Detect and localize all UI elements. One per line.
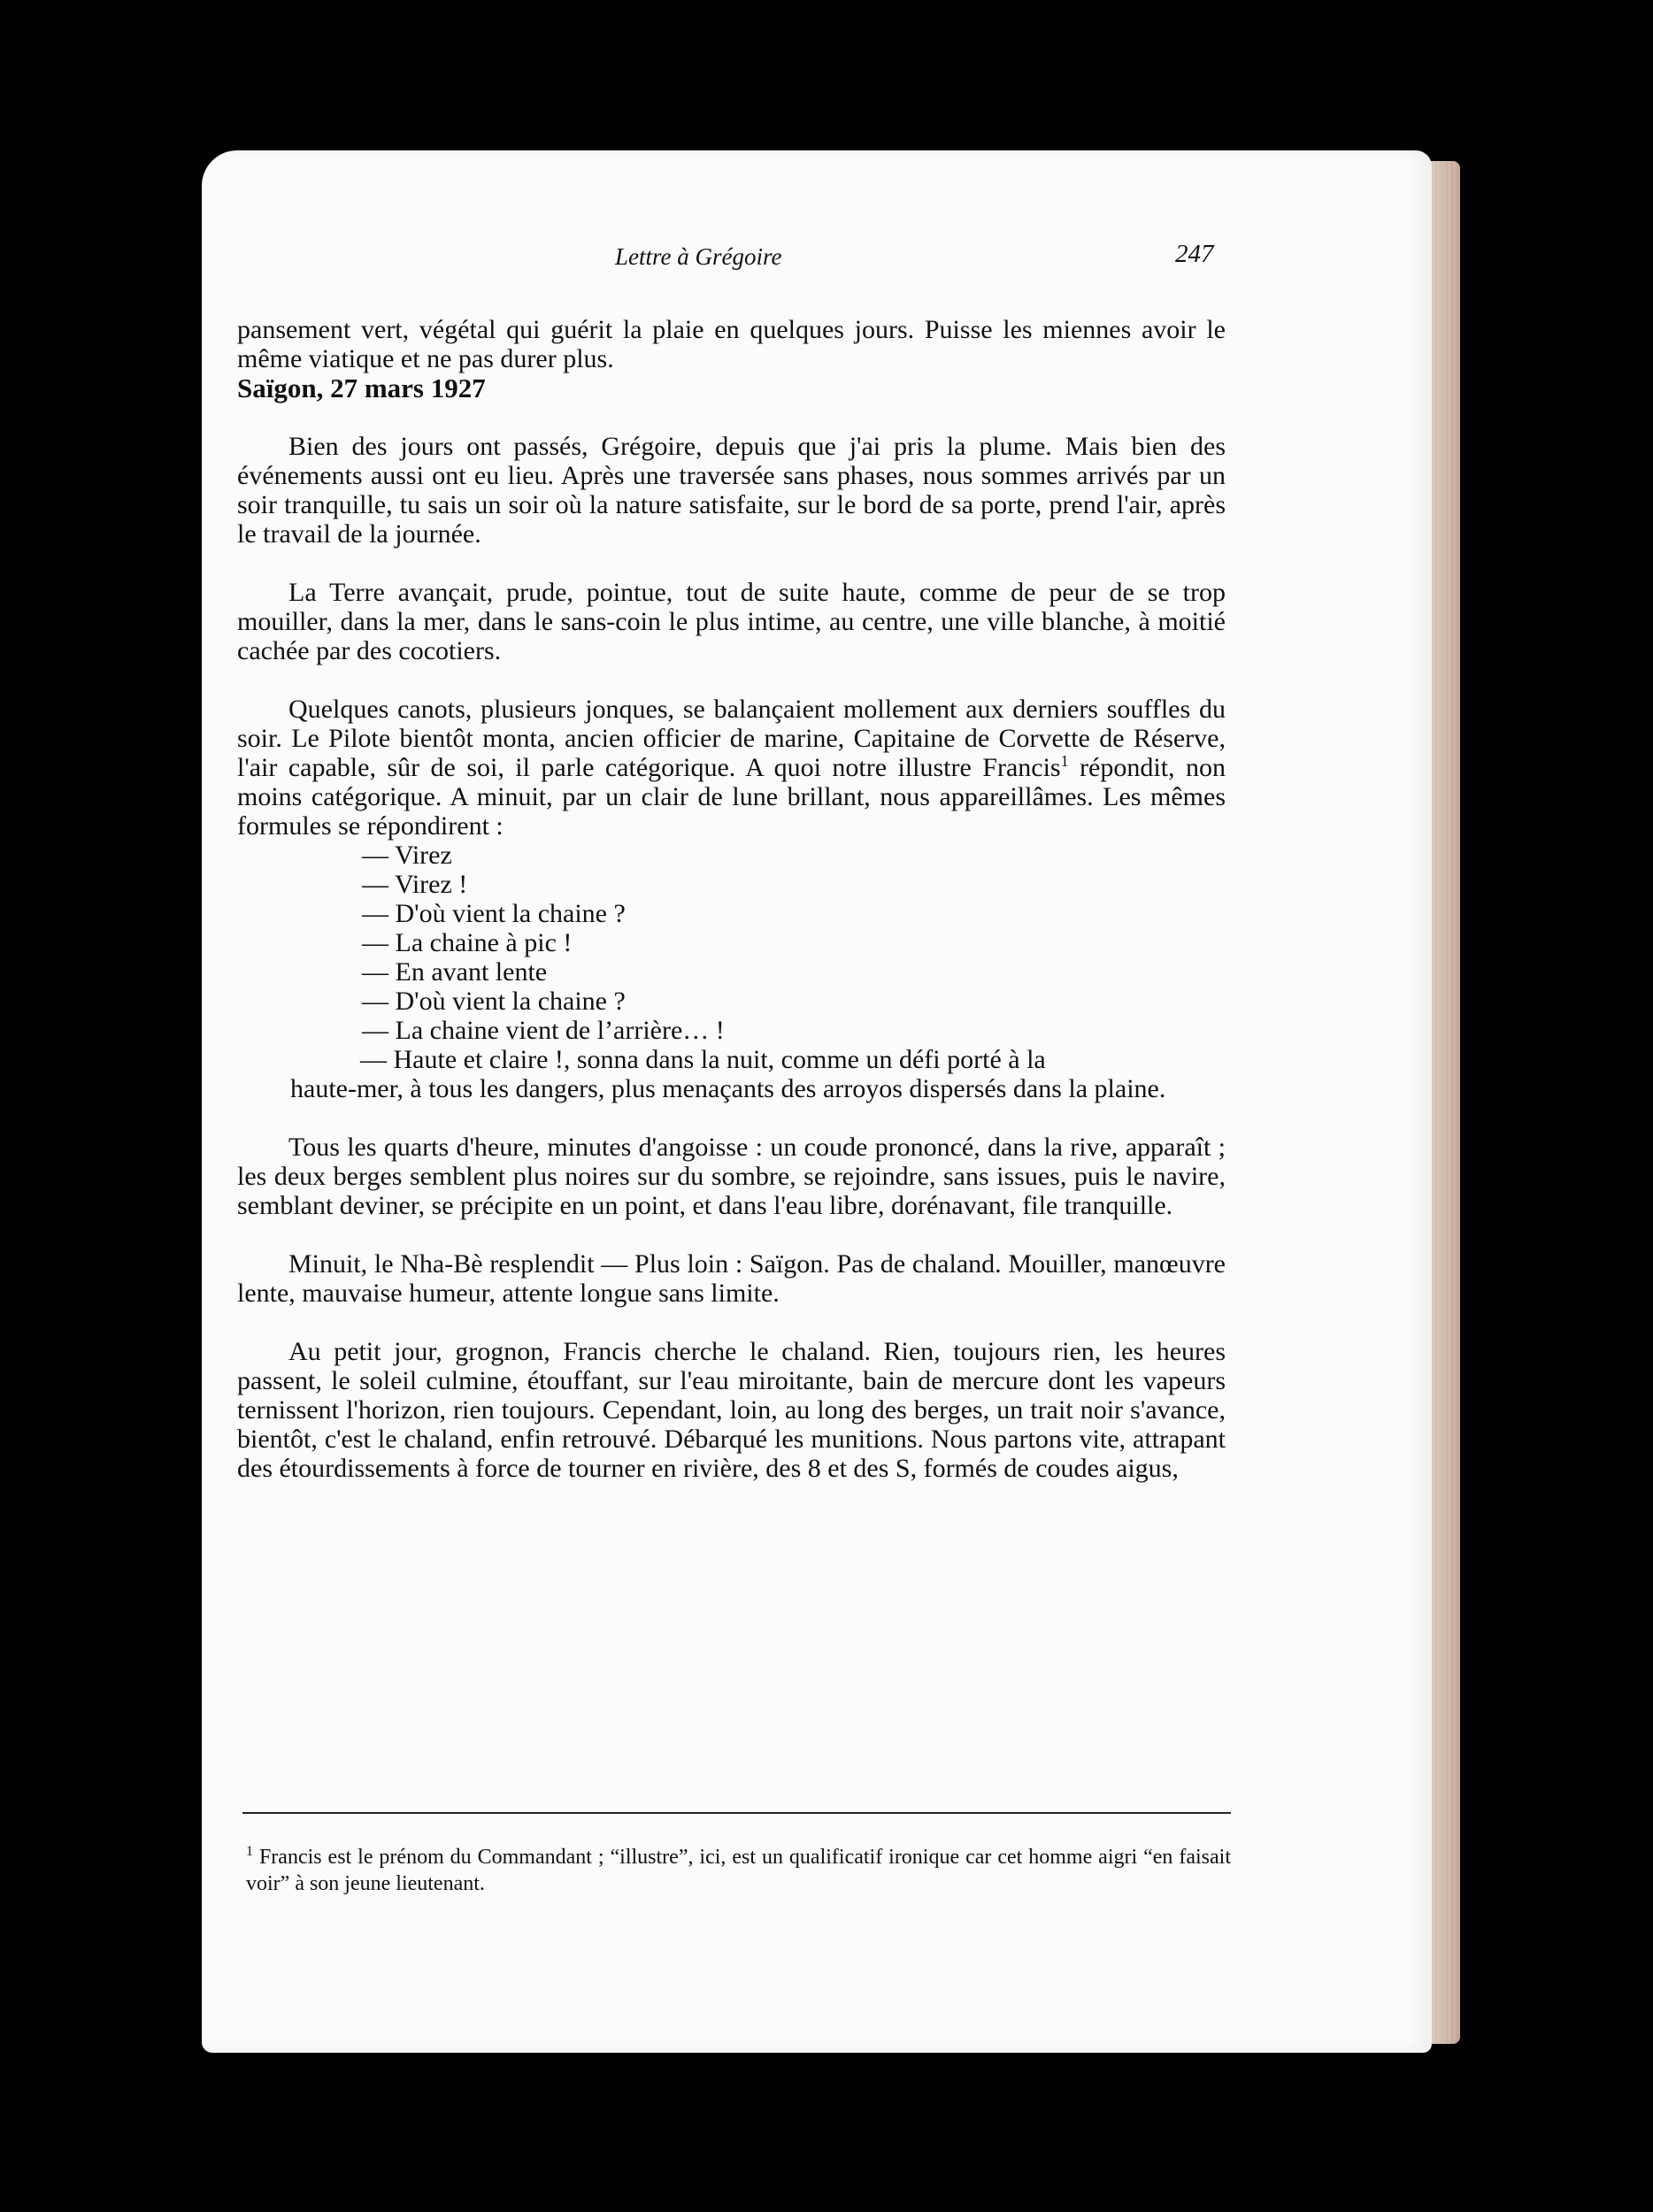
paragraph-text: Quelques canots, plusieurs jonques, se balançaient mollement aux derniers souffles du soir. Le Pilote bientôt monta, ancien officier de marine, Capitaine de Corvette de Réserve, l'air capable, sûr de soi, il parle catégorique. A quoi notre illustre Francis	[237, 695, 1226, 782]
paragraph-text: répondit, non moins catégorique. A minuit, par un clair de lune brillant, nous appareillâmes. Les mêmes formules se répondirent :	[237, 753, 1226, 841]
dialogue-line: — Haute et claire !, sonna dans la nuit, comme un défi porté à la	[360, 1045, 1046, 1074]
dialogue-line: — Virez	[362, 841, 452, 870]
page-header	[0, 240, 1653, 279]
paragraph: Tous les quarts d'heure, minutes d'angoisse : un coude prononcé, dans la rive, apparaît ; les deux berges semblent plus noires sur du sombre, se rejoindre, sans issues, puis le navire, semblant deviner, se précipite en un point, et dans l'eau libre, dorénavant, file tranquille.	[237, 1133, 1226, 1220]
footnote-rule	[242, 1812, 1231, 1814]
dialogue-block	[237, 841, 1226, 1074]
paragraph: La Terre avançait, prude, pointue, tout de suite haute, comme de peur de se trop mouiller, dans la mer, dans le sans-coin le plus intime, au centre, une ville blanche, à moitié cachée par des cocotiers.	[237, 578, 1226, 665]
paragraph: Au petit jour, grognon, Francis cherche le chaland. Rien, toujours rien, les heures passent, le soleil culmine, étouffant, sur l'eau miroitante, bain de mercure dont les vapeurs ternissent l'horizon, rien toujours. Cependant, loin, au long des berges, un trait noir s'avance, bientôt, c'est le chaland, enfin retrouvé. Débarqué les munitions. Nous partons vite, attrapant des étourdissements à force de tourner en rivière, des 8 et des S, formés de coudes aigus,	[237, 1337, 1226, 1483]
running-title: Lettre à Grégoire	[615, 243, 782, 270]
paragraph-continuation: pansement vert, végétal qui guérit la plaie en quelques jours. Puisse les miennes avoir le même viatique et ne pas durer plus.	[237, 315, 1226, 373]
dialogue-line: — Virez !	[362, 870, 468, 899]
footnote	[246, 1844, 1231, 1897]
dialogue-line: — D'où vient la chaine ?	[362, 987, 626, 1016]
footnote-reference: 1	[1060, 752, 1069, 770]
section-heading: Saïgon, 27 mars 1927	[237, 373, 486, 403]
dialogue-line: — La chaine vient de l’arrière… !	[362, 1016, 725, 1045]
footnote-marker: 1	[246, 1844, 253, 1859]
dialogue-line: — La chaine à pic !	[362, 928, 573, 957]
dialogue-line: — En avant lente	[362, 957, 548, 987]
paragraph: Bien des jours ont passés, Grégoire, depuis que j'ai pris la plume. Mais bien des événements aussi ont eu lieu. Après une traversée sans phases, nous sommes arrivés par un soir tranquille, tu sais un soir où la nature satisfaite, sur le bord de sa porte, prend l'air, après le travail de la journée.	[237, 432, 1226, 549]
paragraph: Minuit, le Nha-Bè resplendit — Plus loin : Saïgon. Pas de chaland. Mouiller, manœuvre lente, mauvaise humeur, attente longue sans limite.	[237, 1249, 1226, 1308]
dialogue-line: — D'où vient la chaine ?	[362, 899, 626, 928]
body-text	[237, 315, 1226, 1483]
paragraph	[237, 695, 1226, 841]
footnote-text: Francis est le prénom du Commandant ; “illustre”, ici, est un qualificatif ironique car cet homme aigri “en faisait voir” à son jeune lieutenant.	[246, 1846, 1231, 1895]
dialogue-continuation: haute-mer, à tous les dangers, plus menaçants des arroyos dispersés dans la plaine.	[290, 1074, 1166, 1103]
page-number: 247	[1175, 240, 1214, 268]
